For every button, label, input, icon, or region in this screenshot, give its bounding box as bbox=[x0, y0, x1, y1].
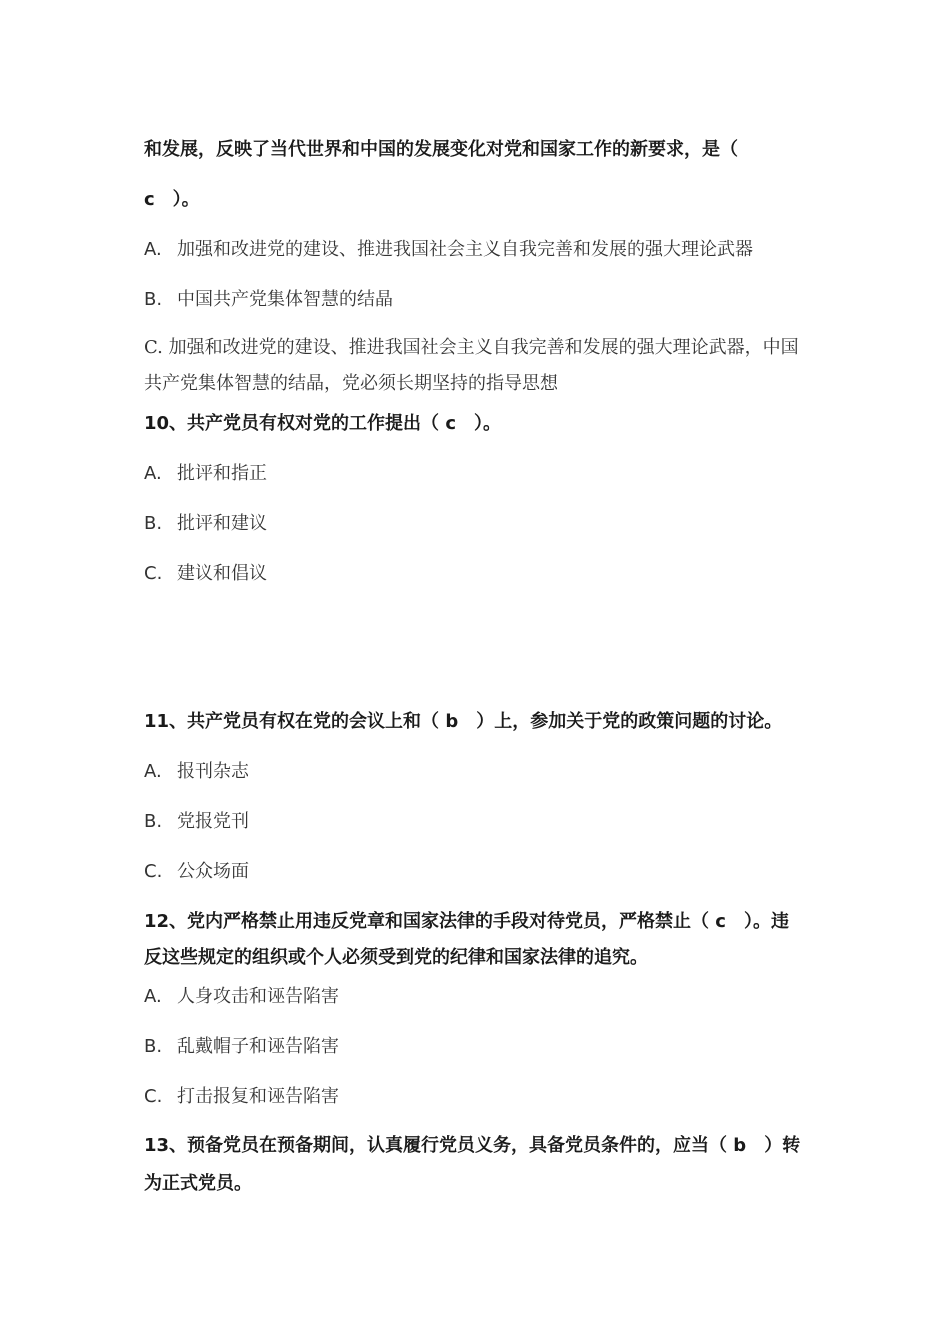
option-text: 建议和倡议 bbox=[177, 563, 267, 584]
question-11-option-c bbox=[144, 860, 814, 884]
option-letter: C. bbox=[144, 563, 163, 584]
option-text: 报刊杂志 bbox=[177, 761, 249, 782]
option-letter: C. bbox=[144, 1086, 163, 1107]
option-letter: A. bbox=[144, 761, 162, 782]
option-text: 打击报复和诬告陷害 bbox=[177, 1086, 339, 1107]
question-9-option-c bbox=[144, 330, 814, 402]
option-letter: B. bbox=[144, 811, 163, 832]
question-10-option-b bbox=[144, 512, 814, 536]
question-13-line-2: 为正式党员。 bbox=[144, 1173, 252, 1194]
option-letter: B. bbox=[144, 289, 163, 310]
question-12-line-1: 12、党内严格禁止用违反党章和国家法律的手段对待党员，严格禁止（ c ）。违 bbox=[144, 911, 789, 932]
option-text: 党报党刊 bbox=[177, 811, 249, 832]
question-12-line-2: 反这些规定的组织或个人必须受到党的纪律和国家法律的追究。 bbox=[144, 947, 648, 968]
option-text: 公众场面 bbox=[177, 861, 249, 882]
question-9-line-1: 和发展，反映了当代世界和中国的发展变化对党和国家工作的新要求，是（ bbox=[144, 139, 738, 160]
option-text: 加强和改进党的建设、推进我国社会主义自我完善和发展的强大理论武器，中国共产党集体智慧的结晶，党必须长期坚持的指导思想 bbox=[144, 337, 799, 394]
option-letter: A. bbox=[144, 986, 162, 1007]
question-12-option-c bbox=[144, 1085, 814, 1109]
question-9-option-a bbox=[144, 238, 814, 262]
option-letter: A. bbox=[144, 463, 162, 484]
option-letter: C. bbox=[144, 861, 163, 882]
question-11-option-a bbox=[144, 760, 814, 784]
option-text: 人身攻击和诬告陷害 bbox=[177, 986, 339, 1007]
option-letter: B. bbox=[144, 1036, 163, 1057]
question-12-option-b bbox=[144, 1035, 814, 1059]
question-13-line-1: 13、预备党员在预备期间，认真履行党员义务，具备党员条件的，应当（ b ）转 bbox=[144, 1135, 801, 1156]
option-text: 批评和指正 bbox=[177, 463, 267, 484]
question-10-text: 10、共产党员有权对党的工作提出（ c ）。 bbox=[144, 413, 501, 434]
option-letter: B. bbox=[144, 513, 163, 534]
question-11-option-b bbox=[144, 810, 814, 834]
option-letter: C. bbox=[144, 337, 163, 358]
option-text: 批评和建议 bbox=[177, 513, 267, 534]
option-text: 中国共产党集体智慧的结晶 bbox=[177, 289, 393, 310]
question-10-option-a bbox=[144, 462, 814, 486]
question-11-text: 11、共产党员有权在党的会议上和（ b ）上，参加关于党的政策问题的讨论。 bbox=[144, 711, 783, 732]
question-12-option-a bbox=[144, 985, 814, 1009]
question-9-line-2: c ）。 bbox=[144, 189, 200, 210]
question-9-option-b bbox=[144, 288, 814, 312]
option-text: 加强和改进党的建设、推进我国社会主义自我完善和发展的强大理论武器 bbox=[177, 239, 753, 260]
option-letter: A. bbox=[144, 239, 162, 260]
option-text: 乱戴帽子和诬告陷害 bbox=[177, 1036, 339, 1057]
question-10-option-c bbox=[144, 562, 814, 586]
